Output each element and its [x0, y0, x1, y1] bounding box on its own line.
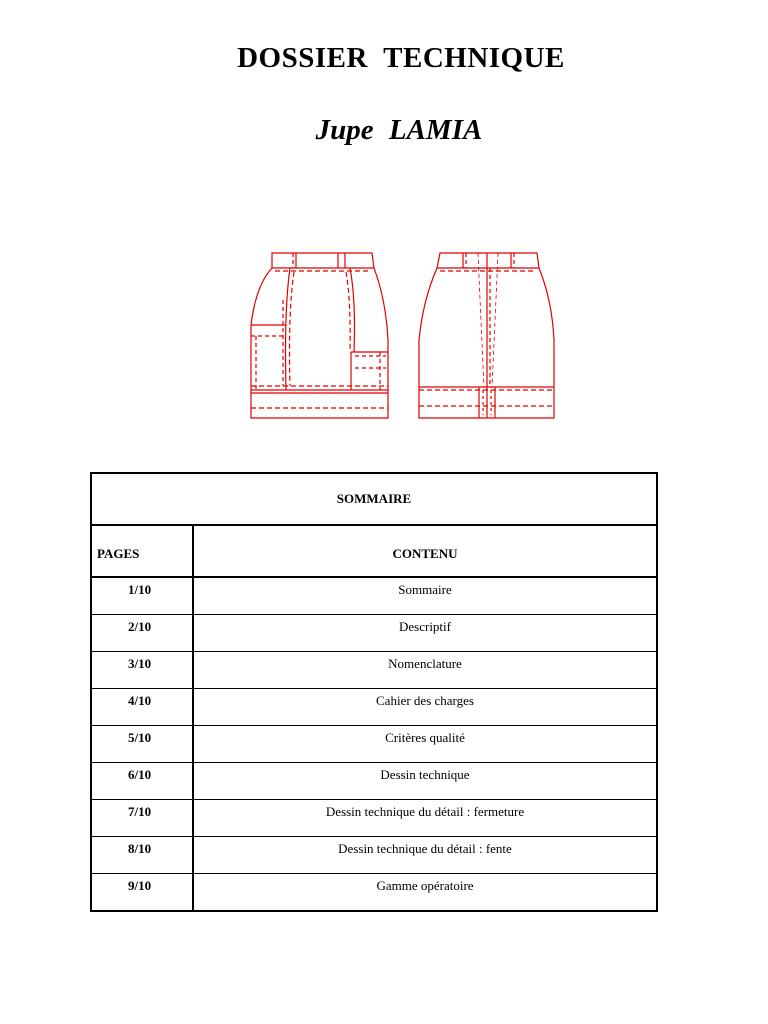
table-row	[91, 689, 657, 726]
skirt-technical-drawing	[0, 0, 768, 440]
content-item: Sommaire	[193, 577, 657, 615]
page-number: 2/10	[91, 615, 193, 652]
page-number: 7/10	[91, 800, 193, 837]
page-number: 6/10	[91, 763, 193, 800]
content-item: Descriptif	[193, 615, 657, 652]
page-number: 4/10	[91, 689, 193, 726]
summary-table	[90, 472, 658, 912]
page-number: 8/10	[91, 837, 193, 874]
content-item: Nomenclature	[193, 652, 657, 689]
page-number: 3/10	[91, 652, 193, 689]
document-subtitle: Jupe LAMIA	[315, 114, 483, 146]
table-row	[91, 652, 657, 689]
pages-column-header: PAGES	[91, 525, 193, 577]
content-item: Dessin technique	[193, 763, 657, 800]
page-number: 5/10	[91, 726, 193, 763]
table-row	[91, 577, 657, 615]
content-item: Gamme opératoire	[193, 874, 657, 912]
content-column-header: CONTENU	[193, 525, 657, 577]
page-number: 9/10	[91, 874, 193, 912]
table-row	[91, 800, 657, 837]
skirt-back-view	[419, 253, 554, 418]
content-item: Cahier des charges	[193, 689, 657, 726]
content-item: Dessin technique du détail : fente	[193, 837, 657, 874]
page-number: 1/10	[91, 577, 193, 615]
summary-heading: SOMMAIRE	[91, 473, 657, 525]
table-row	[91, 726, 657, 763]
table-row	[91, 874, 657, 912]
table-row	[91, 763, 657, 800]
content-item: Critères qualité	[193, 726, 657, 763]
content-item: Dessin technique du détail : fermeture	[193, 800, 657, 837]
document-title: DOSSIER TECHNIQUE	[237, 42, 565, 74]
skirt-front-view	[251, 253, 388, 418]
table-row	[91, 837, 657, 874]
table-row	[91, 615, 657, 652]
